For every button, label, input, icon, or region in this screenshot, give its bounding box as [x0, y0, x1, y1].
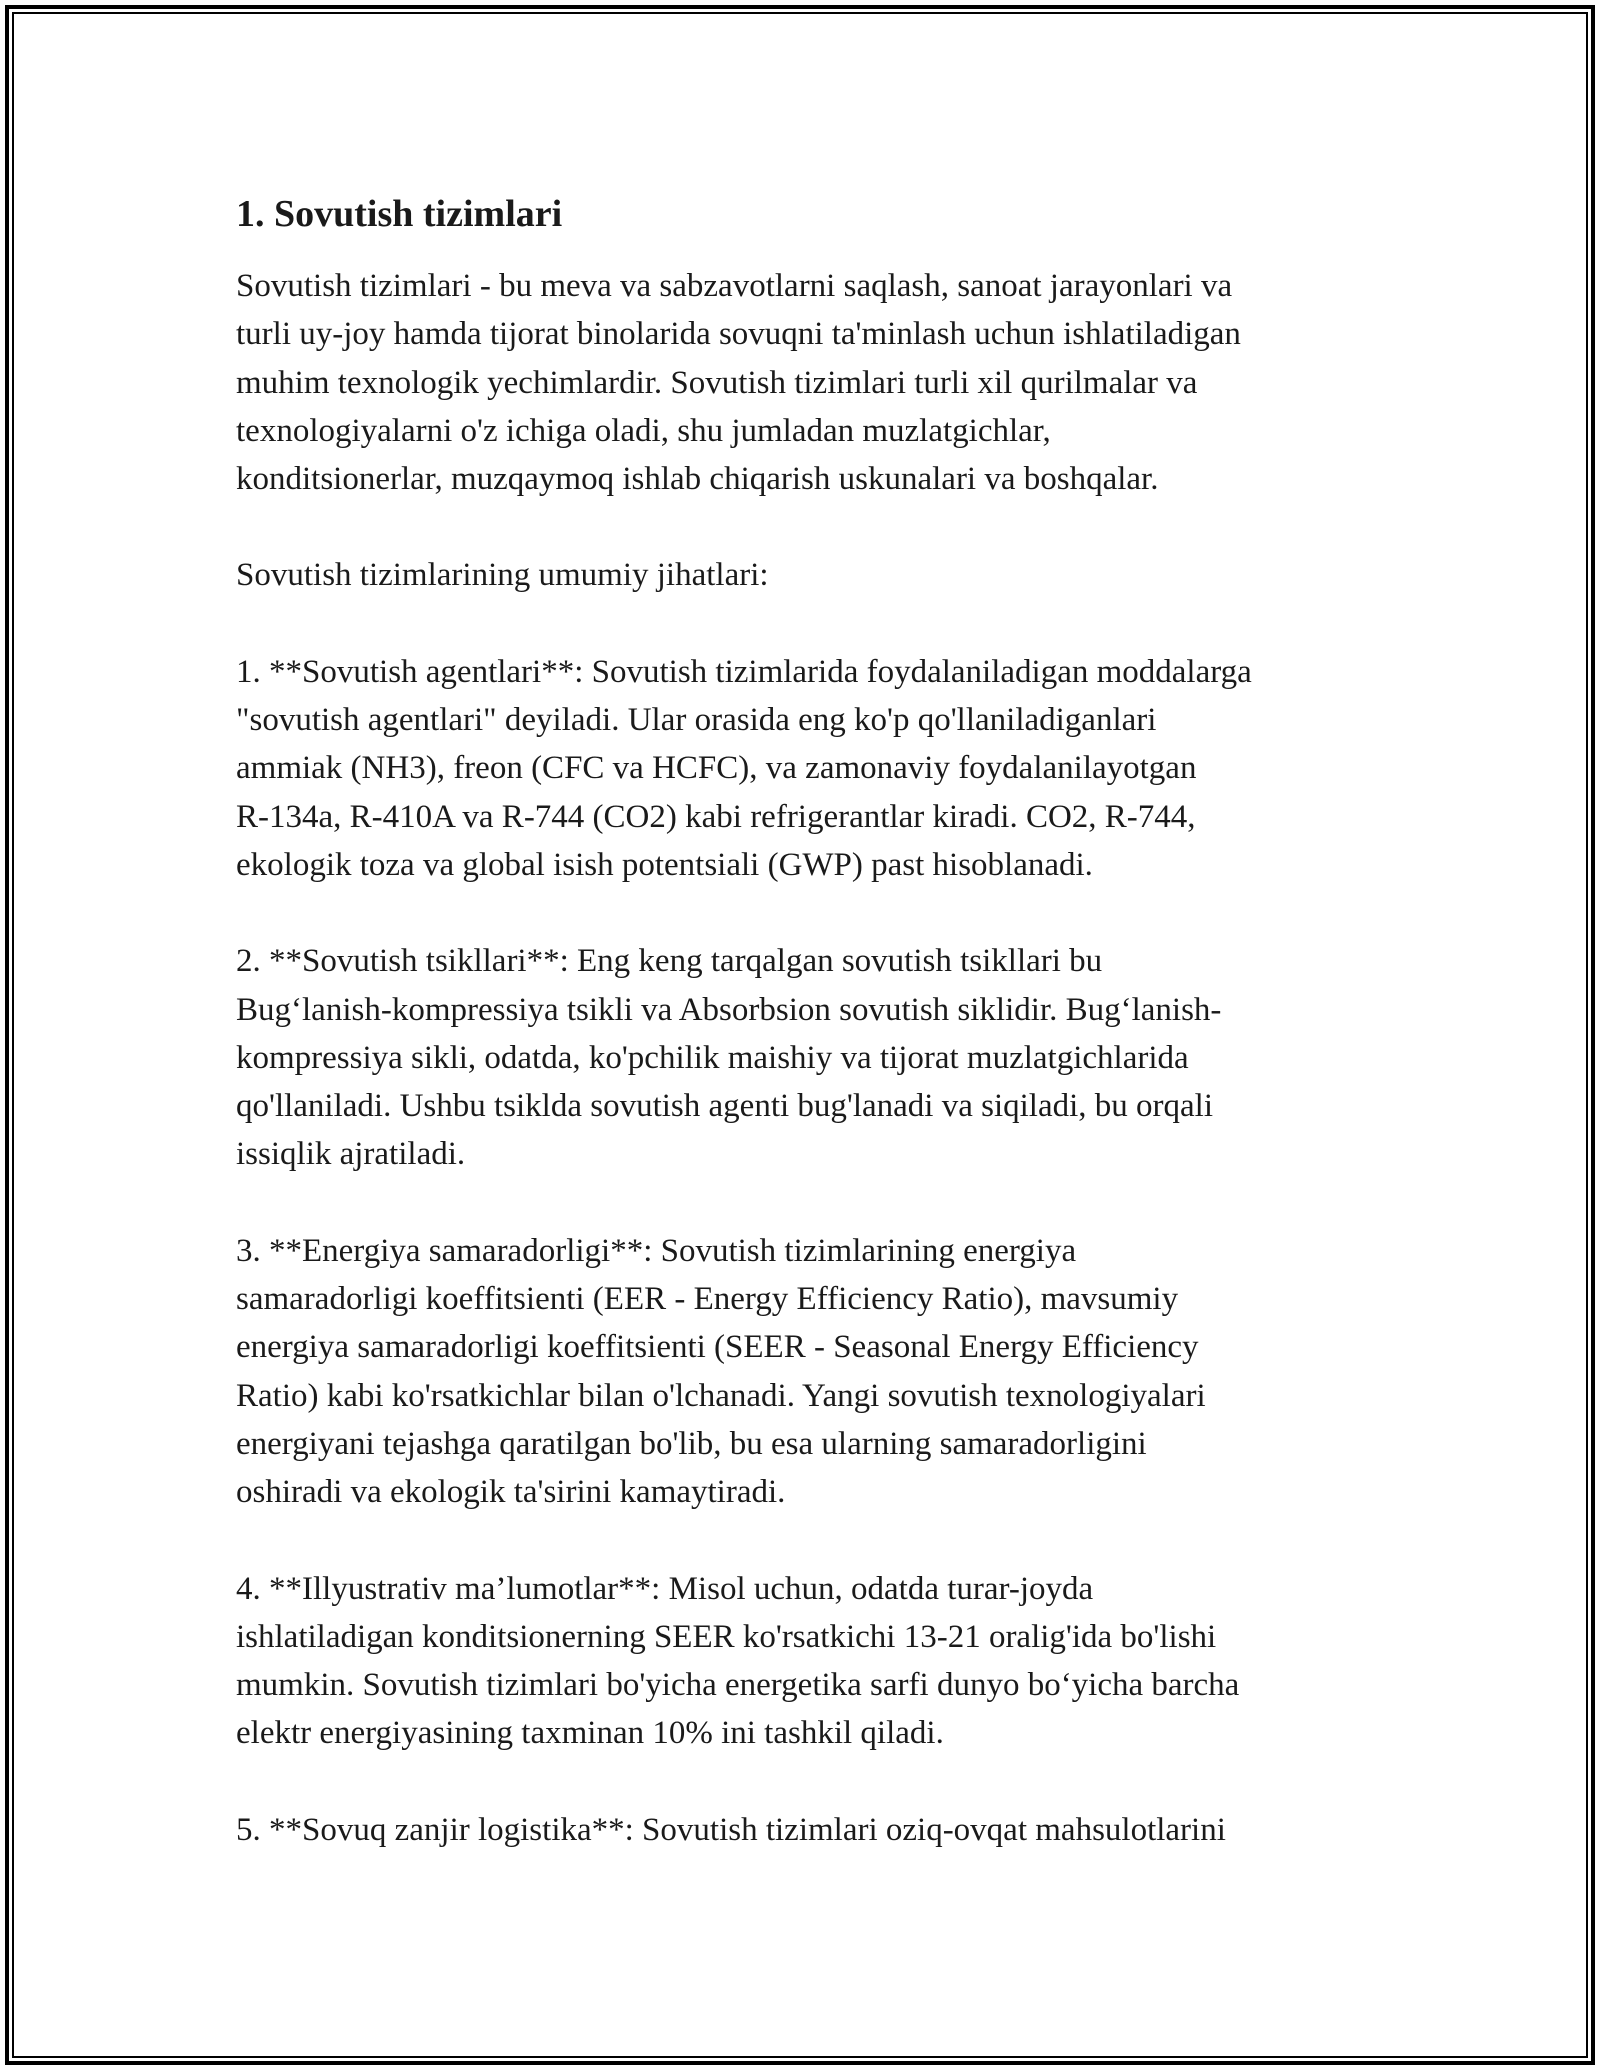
- item-illustrative-data: 4. **Illyustrativ ma’lumotlar**: Misol uchun, odatda turar-joyda ishlatiladigan konditsionerning SEER ko'rsatkichi 13-21 oralig'ida bo'lishi mumkin. Sovutish tizimlari bo'yicha energetika sarfi dunyo bo‘yicha barcha elektr energiyasining taxminan 10% ini tashkil qiladi.: [236, 1570, 1240, 1752]
- intro-paragraph: Sovutish tizimlari - bu meva va sabzavotlarni saqlash, sanoat jarayonlari va turli uy-joy hamda tijorat binolarida sovuqni ta'minlash uchun ishlatiladigan muhim texnologik yechimlardir. Sovutish tizimlari turli xil qurilmalar va texnologiyalarni o'z ichiga oladi, shu jumladan muzlatgichlar, konditsionerlar, muzqaymoq ishlab chiqarish uskunalari va boshqalar.: [236, 268, 1241, 498]
- item-energy-efficiency: 3. **Energiya samaradorligi**: Sovutish tizimlarining energiya samaradorligi koeffitsienti (EER - Energy Efficiency Ratio), mavsumiy energiya samaradorligi koeffitsienti (SEER - Seasonal Energy Efficiency Ratio) kabi ko'rsatkichlar bilan o'lchanadi. Yangi sovutish texnologiyalari energiyani tejashga qaratilgan bo'lib, bu esa ularning samaradorligini oshiradi va ekologik ta'sirini kamaytiradi.: [236, 1232, 1206, 1511]
- section-title: 1. Sovutish tizimlari: [236, 193, 563, 235]
- document-page: [236, 188, 1396, 1902]
- item-cycles: 2. **Sovutish tsikllari**: Eng keng tarqalgan sovutish tsikllari bu Bug‘lanish-kompressiya tsikli va Absorbsion sovutish siklidir. Bug‘lanish- kompressiya sikli, odatda, ko'pchilik maishiy va tijorat muzlatgichlarida qo'llaniladi. Ushbu tsiklda sovutish agenti bug'lanadi va siqiladi, bu orqali issiqlik ajratiladi.: [236, 943, 1222, 1173]
- aspects-heading: Sovutish tizimlarining umumiy jihatlari:: [236, 557, 769, 594]
- item-cold-chain: 5. **Sovuq zanjir logistika**: Sovutish tizimlari oziq-ovqat mahsulotlarini: [236, 1811, 1226, 1848]
- item-refrigerants: 1. **Sovutish agentlari**: Sovutish tizimlarida foydalaniladigan moddalarga "sovutish agentlari" deyiladi. Ular orasida eng ko'p qo'llaniladiganlari ammiak (NH3), freon (CFC va HCFC), va zamonaviy foydalanilayotgan R-134a, R-410A va R-744 (CO2) kabi refrigerantlar kiradi. CO2, R-744, ekologik toza va global isish potentsiali (GWP) past hisoblanadi.: [236, 653, 1252, 883]
